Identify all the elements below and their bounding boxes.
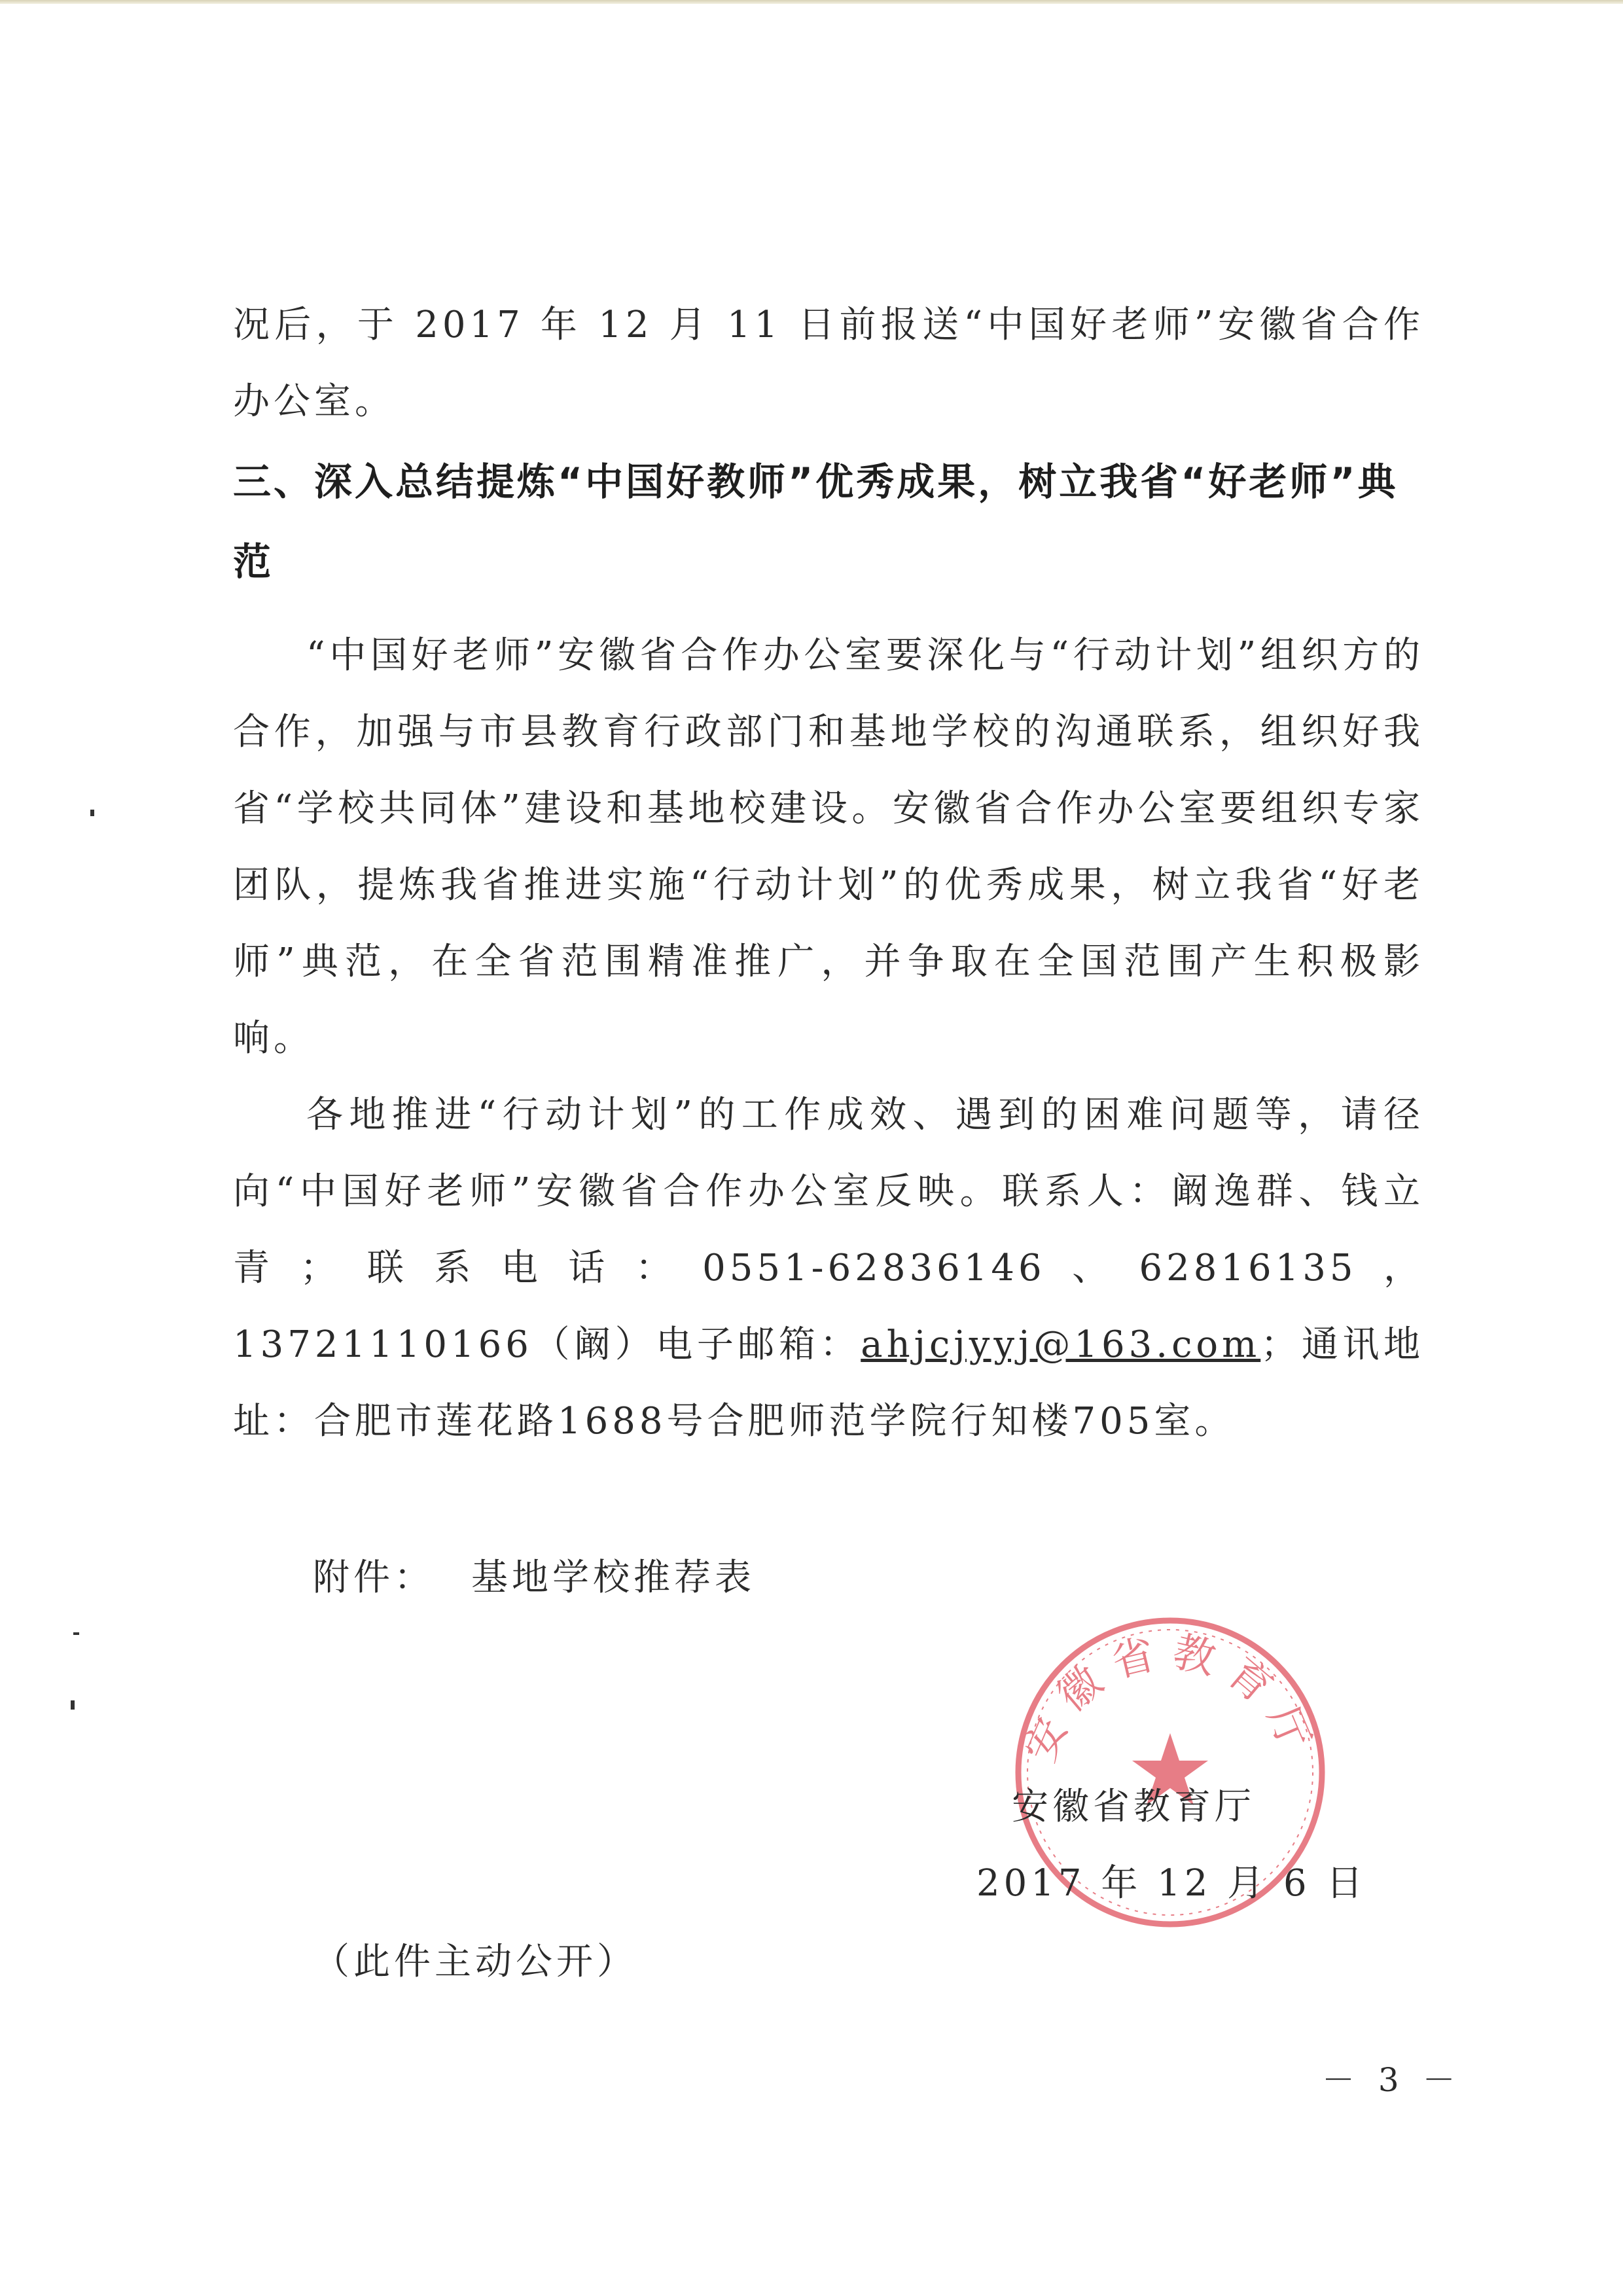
page-number: － 3 －	[1322, 2061, 1462, 2099]
scan-speck	[73, 1632, 79, 1635]
paragraph-contact	[233, 1077, 1424, 1460]
signature-organization: 安徽省教育厅	[1012, 1785, 1255, 1828]
signature-date: 2017 年 12 月 6 日	[976, 1862, 1367, 1905]
scan-speck	[71, 1700, 75, 1710]
address-text: ；通讯地址：合肥市莲花路1688号合肥师范学院行知楼705室。	[233, 1323, 1425, 1443]
attachment-name: 基地学校推荐表	[471, 1556, 755, 1599]
contact-text: 各地推进“行动计划”的工作成效、遇到的困难问题等，请径向“中国好老师”安徽省合作办公室反映。联系人：阚逸群、钱立青；联系电话：0551-62836146、62816135，13721110166（阚）电子邮箱：	[233, 1094, 1424, 1366]
disclosure-note: （此件主动公开）	[313, 1941, 637, 1983]
attachment-label: 附件：	[313, 1556, 435, 1599]
seal-text: 安徽省教育厅	[1016, 1627, 1325, 1769]
scan-edge	[0, 0, 1623, 4]
continuation-paragraph: 况后，于 2017 年 12 月 11 日前报送“中国好老师”安徽省合作办公室。	[233, 304, 1424, 423]
section-heading: 三、深入总结提炼“中国好教师”优秀成果，树立我省“好老师”典范	[233, 459, 1399, 584]
email-link[interactable]: ahjcjyyj@163.com	[861, 1323, 1261, 1366]
paragraph-cooperation: “中国好老师”安徽省合作办公室要深化与“行动计划”组织方的合作，加强与市县教育行政部门和基地学校的沟通联系，组织好我省“学校共同体”建设和基地校建设。安徽省合作办公室要组织专家团队，提炼我省推进实施“行动计划”的优秀成果，树立我省“好老师”典范，在全省范围精准推广，并争取在全国范围产生积极影响。	[233, 634, 1424, 1060]
attachment	[313, 1549, 755, 1601]
scan-speck	[90, 810, 94, 816]
